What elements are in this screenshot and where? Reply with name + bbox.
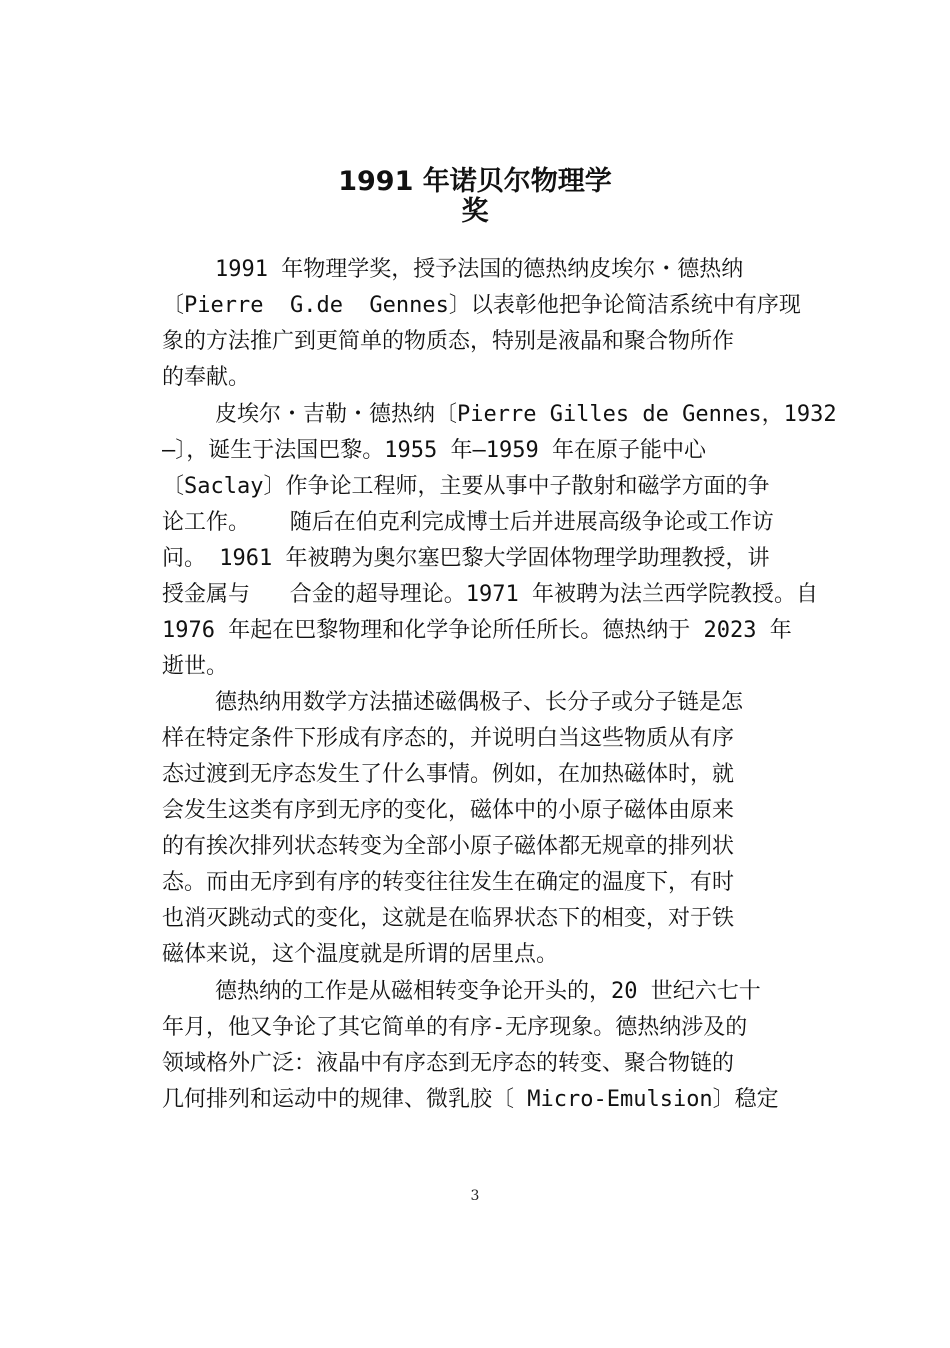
paragraph-2-line-3: 〔Saclay〕作争论工程师，主要从事中子散射和磁学方面的争 <box>162 474 770 499</box>
paragraph-2-line-6: 授金属与 合金的超导理论。1971 年被聘为法兰西学院教授。自 <box>162 582 818 607</box>
paragraph-1-line-2: 〔Pierre G.de Gennes〕以表彰他把争论简洁系统中有序现 <box>162 293 801 318</box>
paragraph-3-line-8: 磁体来说，这个温度就是所谓的居里点。 <box>162 942 559 967</box>
paragraph-4-line-1: 德热纳的工作是从磁相转变争论开头的，20 世纪六七十 <box>162 979 761 1004</box>
paragraph-2-line-5: 问。 1961 年被聘为奥尔塞巴黎大学固体物理学助理教授，讲 <box>162 546 770 571</box>
paragraph-1-line-3: 象的方法推广到更简单的物质态，特别是液晶和聚合物所作 <box>162 329 735 354</box>
paragraph-3-line-5: 的有挨次排列状态转变为全部小原子磁体都无规章的排列状 <box>162 834 735 859</box>
paragraph-4-line-2: 年月，他又争论了其它简单的有序-无序现象。德热纳涉及的 <box>162 1015 748 1040</box>
document-title-line-1: 1991 年诺贝尔物理学 <box>338 166 612 197</box>
paragraph-1-line-4: 的奉献。 <box>162 365 251 390</box>
paragraph-1-line-1: 1991 年物理学奖，授予法国的德热纳皮埃尔・德热纳 <box>162 257 744 282</box>
paragraph-2-line-7: 1976 年起在巴黎物理和化学争论所任所长。德热纳于 2023 年 <box>162 618 792 643</box>
paragraph-3-line-2: 样在特定条件下形成有序态的，并说明白当这些物质从有序 <box>162 726 735 751</box>
paragraph-3-line-3: 态过渡到无序态发生了什么事情。例如，在加热磁体时，就 <box>162 762 735 787</box>
paragraph-3-line-7: 也消灭跳动式的变化，这就是在临界状态下的相变，对于铁 <box>162 906 735 931</box>
paragraph-3-line-4: 会发生这类有序到无序的变化，磁体中的小原子磁体由原来 <box>162 798 735 823</box>
paragraph-3-line-1: 德热纳用数学方法描述磁偶极子、长分子或分子链是怎 <box>162 690 743 715</box>
paragraph-2-line-4: 论工作。 随后在伯克利完成博士后并进展高级争论或工作访 <box>162 510 774 535</box>
paragraph-2-line-1: 皮埃尔・吉勒・德热纳〔Pierre Gilles de Gennes，1932 <box>162 402 837 427</box>
document-title-line-2: 奖 <box>461 196 489 227</box>
paragraph-2-line-8: 逝世。 <box>162 654 229 679</box>
paragraph-4-line-3: 领域格外广泛：液晶中有序态到无序态的转变、聚合物链的 <box>162 1051 735 1076</box>
paragraph-4-line-4: 几何排列和运动中的规律、微乳胶〔 Micro-Emulsion〕稳定 <box>162 1087 779 1112</box>
page-number: 3 <box>470 1188 480 1204</box>
paragraph-2-line-2: —〕，诞生于法国巴黎。1955 年—1959 年在原子能中心 <box>162 438 706 463</box>
paragraph-3-line-6: 态。而由无序到有序的转变往往发生在确定的温度下，有时 <box>162 870 735 895</box>
